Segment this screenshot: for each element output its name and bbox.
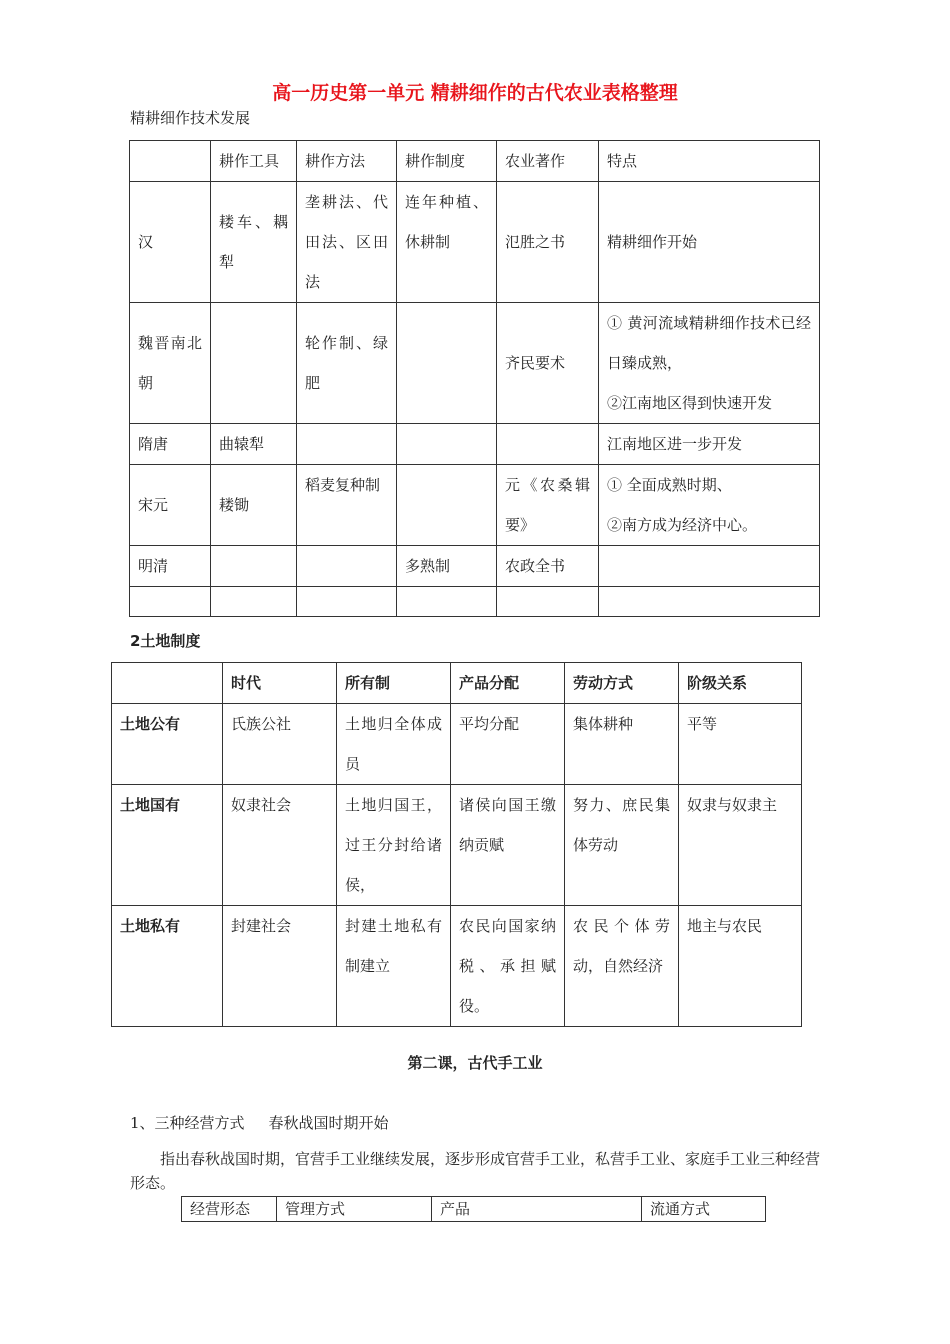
table-cell (397, 424, 497, 465)
table-cell: 精耕细作开始 (599, 182, 820, 303)
table-header-cell: 管理方式 (277, 1197, 432, 1222)
table-cell (130, 587, 211, 617)
table-row (130, 182, 820, 303)
table-cell: 农民向国家纳税、承担赋役。 (451, 906, 565, 1027)
table-cell (397, 587, 497, 617)
table-row (112, 906, 802, 1027)
table-row (130, 587, 820, 617)
table-cell (497, 587, 599, 617)
page-title: 高一历史第一单元 精耕细作的古代农业表格整理 (272, 82, 678, 104)
table-header-cell: 耕作制度 (397, 141, 497, 182)
table-header-cell (112, 663, 223, 704)
table-cell: 江南地区进一步开发 (599, 424, 820, 465)
farming-technique-table (129, 140, 820, 617)
table-cell (297, 424, 397, 465)
table-header-row (130, 141, 820, 182)
table-header-cell: 时代 (223, 663, 337, 704)
table-cell: 封建土地私有制建立 (337, 906, 451, 1027)
table-header-cell: 耕作方法 (297, 141, 397, 182)
feature-line: ① 黄河流域精耕细作技术已经日臻成熟， (607, 314, 811, 372)
table-row (130, 546, 820, 587)
table-cell (211, 303, 297, 424)
table-cell: 曲辕犁 (211, 424, 297, 465)
table-cell: 元《农桑辑要》 (497, 465, 599, 546)
table-cell (297, 587, 397, 617)
table-header-cell: 产品 (432, 1197, 642, 1222)
table-cell: 土地归全体成员 (337, 704, 451, 785)
table-header-cell: 经营形态 (182, 1197, 277, 1222)
table-cell (599, 587, 820, 617)
table-cell: 平均分配 (451, 704, 565, 785)
table-cell: 土地归国王，过王分封给诸侯， (337, 785, 451, 906)
table-header-cell: 产品分配 (451, 663, 565, 704)
section-heading-land-system: 2土地制度 (130, 632, 201, 650)
table-cell: 氾胜之书 (497, 182, 599, 303)
table-cell: 土地公有 (112, 704, 223, 785)
table-cell: 耧锄 (211, 465, 297, 546)
feature-line: ②江南地区得到快速开发 (607, 394, 773, 412)
table-header-row (112, 663, 802, 704)
table-cell (211, 587, 297, 617)
table-cell: 平等 (679, 704, 802, 785)
table-cell: 奴隶社会 (223, 785, 337, 906)
table-cell: 诸侯向国王缴纳贡赋 (451, 785, 565, 906)
table-row (112, 704, 802, 785)
table-row (112, 785, 802, 906)
table-cell: 轮作制、绿肥 (297, 303, 397, 424)
table-cell: 稻麦复种制 (297, 465, 397, 546)
feature-line: ②南方成为经济中心。 (607, 516, 758, 534)
table-cell: 土地私有 (112, 906, 223, 1027)
table-header-cell: 阶级关系 (679, 663, 802, 704)
table-cell (211, 546, 297, 587)
table-header-cell: 特点 (599, 141, 820, 182)
table-cell: 垄耕法、代田法、区田法 (297, 182, 397, 303)
table-header-cell: 耕作工具 (211, 141, 297, 182)
section-heading-farming-tech: 精耕细作技术发展 (130, 109, 251, 127)
business-form-table (181, 1196, 766, 1222)
table-cell: 汉 (130, 182, 211, 303)
table-cell: 耧车、耦犁 (211, 182, 297, 303)
table-header-cell (130, 141, 211, 182)
table-header-cell: 农业著作 (497, 141, 599, 182)
table-row (130, 303, 820, 424)
table-cell (497, 424, 599, 465)
table-cell: 努力、庶民集体劳动 (565, 785, 679, 906)
point-heading (130, 1112, 389, 1133)
table-cell: 集体耕种 (565, 704, 679, 785)
table-header-cell: 劳动方式 (565, 663, 679, 704)
table-cell: 齐民要术 (497, 303, 599, 424)
table-cell: 连年种植、休耕制 (397, 182, 497, 303)
table-row (130, 465, 820, 546)
table-cell: 多熟制 (397, 546, 497, 587)
table-cell: 封建社会 (223, 906, 337, 1027)
table-cell (599, 465, 820, 546)
table-cell (397, 303, 497, 424)
table-cell: 地主与农民 (679, 906, 802, 1027)
table-header-cell: 流通方式 (642, 1197, 766, 1222)
table-header-cell: 所有制 (337, 663, 451, 704)
point-period: 春秋战国时期开始 (268, 1114, 389, 1132)
table-row (130, 424, 820, 465)
table-cell: 土地国有 (112, 785, 223, 906)
table-cell (397, 465, 497, 546)
table-cell (297, 546, 397, 587)
table-cell: 隋唐 (130, 424, 211, 465)
table-cell: 农民个体劳动，自然经济 (565, 906, 679, 1027)
table-cell (599, 303, 820, 424)
table-cell: 奴隶与奴隶主 (679, 785, 802, 906)
table-header-row (182, 1197, 766, 1222)
table-cell: 魏晋南北朝 (130, 303, 211, 424)
feature-line: ① 全面成熟时期、 (607, 476, 732, 494)
table-cell: 氏族公社 (223, 704, 337, 785)
land-system-table (111, 662, 802, 1027)
table-cell: 明清 (130, 546, 211, 587)
body-paragraph: 指出春秋战国时期，官营手工业继续发展，逐步形成官营手工业，私营手工业、家庭手工业三种经营形态。 (130, 1150, 821, 1192)
point-title: 1、三种经营方式 (130, 1114, 245, 1132)
lesson-heading: 第二课，古代手工业 (407, 1054, 543, 1072)
table-cell (599, 546, 820, 587)
table-cell: 宋元 (130, 465, 211, 546)
table-cell: 农政全书 (497, 546, 599, 587)
